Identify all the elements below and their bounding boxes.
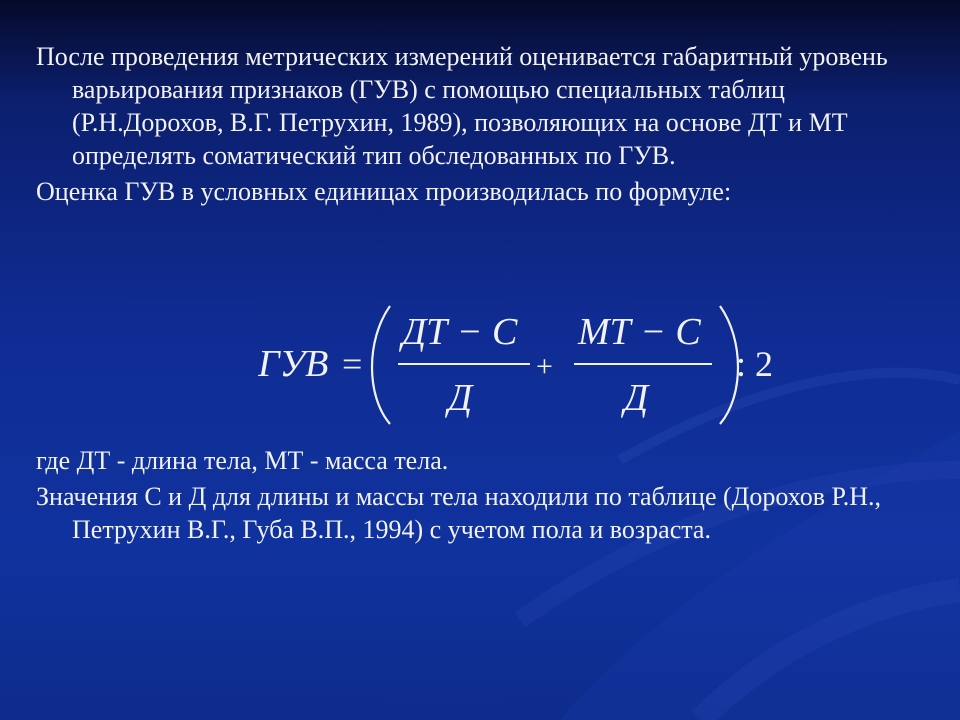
- formula-divide: : 2: [736, 344, 774, 384]
- guv-formula: [258, 300, 798, 430]
- formula-lhs: ГУВ: [258, 343, 329, 385]
- legend-paragraph: где ДТ - длина тела, МТ - масса тела.: [36, 446, 449, 475]
- fraction1-denominator: Д: [448, 377, 473, 419]
- fraction1-numerator: ДТ − С: [402, 311, 518, 353]
- fraction2-numerator: МТ − С: [578, 311, 701, 353]
- formula-plus: +: [536, 350, 553, 383]
- values-paragraph: Значения С и Д для длины и массы тела находили по таблице (Дорохов Р.Н., Петрухин В.Г., Губа В.П., 1994) с учетом пола и возраста.: [36, 482, 882, 544]
- intro-paragraph: После проведения метрических измерений оценивается габаритный уровень варьирования признаков (ГУВ) с помощью специальных таблиц (Р.Н.Дорохов, В.Г. Петрухин, 1989), позволяющих на основе ДТ и МТ определять соматический тип обследованных по ГУВ.: [36, 42, 888, 170]
- bottom-text-block: [36, 444, 926, 549]
- formula-intro-paragraph: Оценка ГУВ в условных единицах производилась по формуле:: [36, 177, 732, 206]
- formula-equals: =: [342, 344, 363, 384]
- fraction2-denominator: Д: [624, 377, 649, 419]
- top-text-block: [36, 40, 926, 211]
- left-paren: [372, 306, 390, 424]
